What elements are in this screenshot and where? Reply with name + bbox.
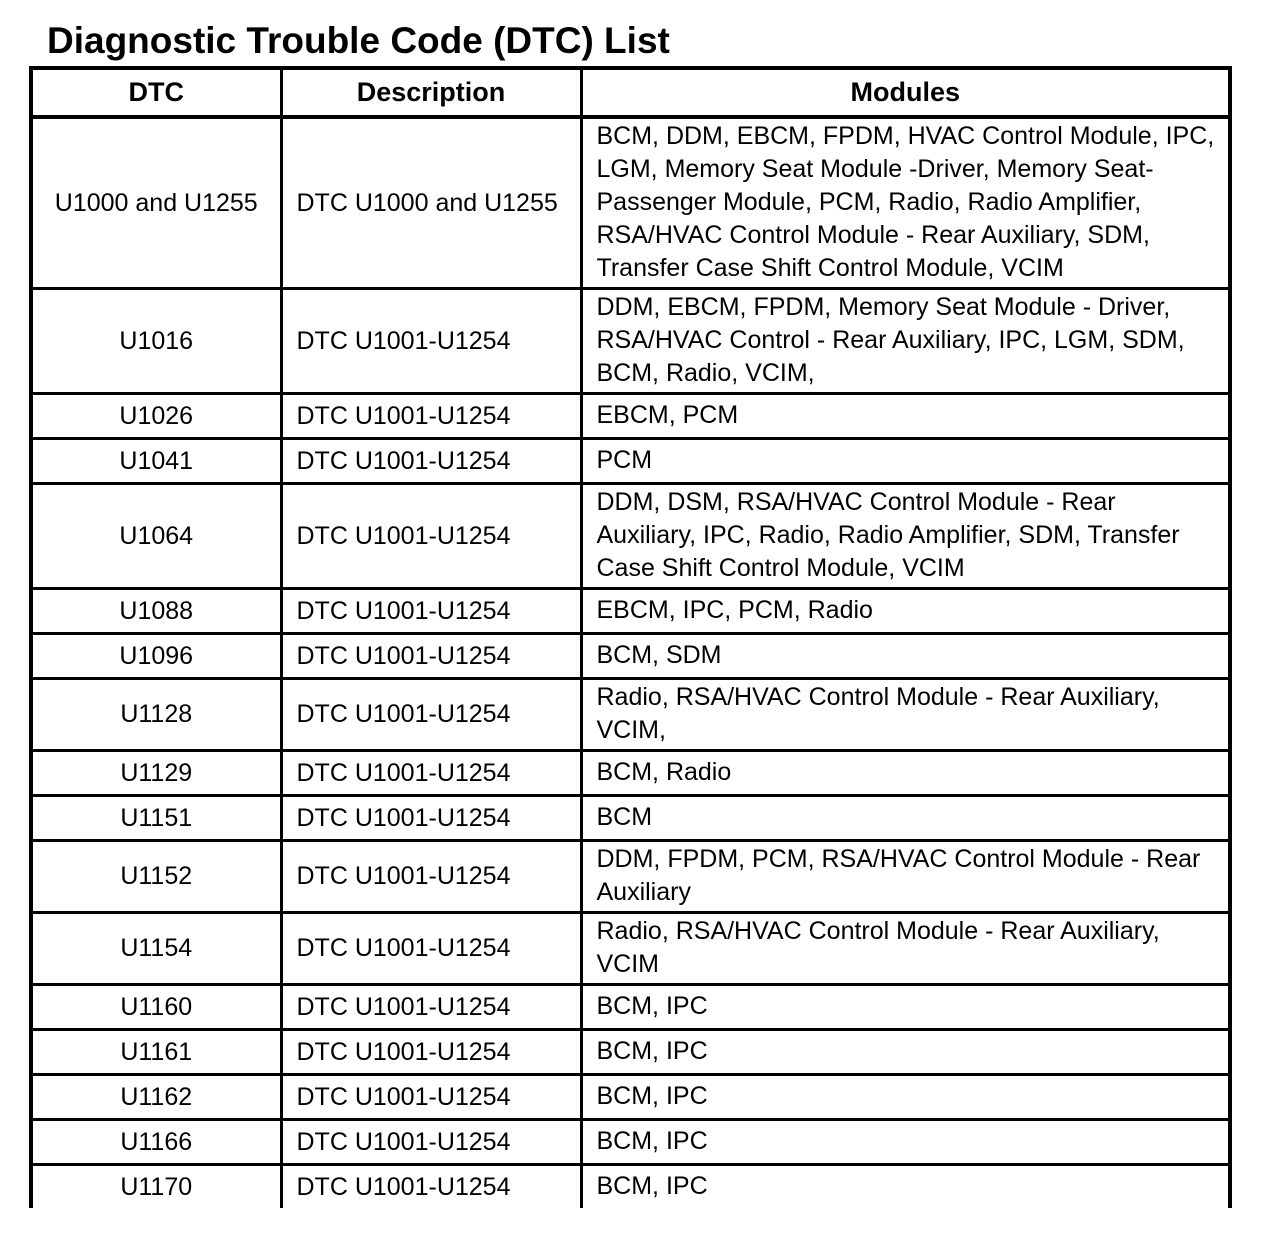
description-cell: DTC U1001-U1254 (281, 841, 581, 913)
modules-cell: DDM, EBCM, FPDM, Memory Seat Module - Driver, RSA/HVAC Control - Rear Auxiliary, IPC, LGM, SDM, BCM, Radio, VCIM, (581, 289, 1230, 394)
dtc-cell: U1166 (31, 1120, 281, 1165)
table-row (31, 1030, 1230, 1075)
description-cell: DTC U1001-U1254 (281, 439, 581, 484)
dtc-cell: U1162 (31, 1075, 281, 1120)
description-cell: DTC U1000 and U1255 (281, 117, 581, 289)
modules-cell: DDM, DSM, RSA/HVAC Control Module - Rear Auxiliary, IPC, Radio, Radio Amplifier, SDM, Transfer Case Shift Control Module, VCIM (581, 484, 1230, 589)
table-row (31, 439, 1230, 484)
modules-cell: BCM, IPC (581, 1030, 1230, 1075)
modules-cell: BCM, IPC (581, 985, 1230, 1030)
table-row (31, 1075, 1230, 1120)
dtc-cell: U1128 (31, 679, 281, 751)
table-row (31, 589, 1230, 634)
table-header-row (31, 68, 1230, 117)
table-row (31, 796, 1230, 841)
dtc-cell: U1016 (31, 289, 281, 394)
dtc-cell: U1170 (31, 1165, 281, 1209)
dtc-cell: U1161 (31, 1030, 281, 1075)
table-row (31, 913, 1230, 985)
dtc-cell: U1129 (31, 751, 281, 796)
description-cell: DTC U1001-U1254 (281, 1030, 581, 1075)
modules-cell: EBCM, PCM (581, 394, 1230, 439)
dtc-cell: U1026 (31, 394, 281, 439)
modules-cell: EBCM, IPC, PCM, Radio (581, 589, 1230, 634)
dtc-cell: U1000 and U1255 (31, 117, 281, 289)
modules-cell: DDM, FPDM, PCM, RSA/HVAC Control Module - Rear Auxiliary (581, 841, 1230, 913)
description-cell: DTC U1001-U1254 (281, 985, 581, 1030)
modules-cell: BCM, IPC (581, 1075, 1230, 1120)
description-cell: DTC U1001-U1254 (281, 634, 581, 679)
dtc-cell: U1160 (31, 985, 281, 1030)
description-cell: DTC U1001-U1254 (281, 394, 581, 439)
description-cell: DTC U1001-U1254 (281, 289, 581, 394)
modules-cell: Radio, RSA/HVAC Control Module - Rear Auxiliary, VCIM, (581, 679, 1230, 751)
column-header-description: Description (281, 68, 581, 117)
dtc-cell: U1096 (31, 634, 281, 679)
column-header-dtc: DTC (31, 68, 281, 117)
description-cell: DTC U1001-U1254 (281, 1120, 581, 1165)
description-cell: DTC U1001-U1254 (281, 913, 581, 985)
dtc-cell: U1088 (31, 589, 281, 634)
dtc-cell: U1154 (31, 913, 281, 985)
description-cell: DTC U1001-U1254 (281, 796, 581, 841)
description-cell: DTC U1001-U1254 (281, 589, 581, 634)
description-cell: DTC U1001-U1254 (281, 679, 581, 751)
dtc-cell: U1151 (31, 796, 281, 841)
modules-cell: BCM, SDM (581, 634, 1230, 679)
description-cell: DTC U1001-U1254 (281, 1075, 581, 1120)
table-row (31, 679, 1230, 751)
description-cell: DTC U1001-U1254 (281, 1165, 581, 1209)
modules-cell: PCM (581, 439, 1230, 484)
modules-cell: BCM, IPC (581, 1165, 1230, 1209)
table-row (31, 751, 1230, 796)
modules-cell: BCM (581, 796, 1230, 841)
page-title: Diagnostic Trouble Code (DTC) List (47, 20, 670, 61)
dtc-cell: U1041 (31, 439, 281, 484)
table-row (31, 985, 1230, 1030)
dtc-cell: U1152 (31, 841, 281, 913)
table-row (31, 841, 1230, 913)
table-row (31, 1165, 1230, 1209)
table-row (31, 289, 1230, 394)
dtc-cell: U1064 (31, 484, 281, 589)
modules-cell: BCM, DDM, EBCM, FPDM, HVAC Control Module, IPC, LGM, Memory Seat Module -Driver, Memory Seat-Passenger Module, PCM, Radio, Radio Amplifier, RSA/HVAC Control Module - Rear Auxiliary, SDM, Transfer Case Shift Control Module, VCIM (581, 117, 1230, 289)
table-row (31, 117, 1230, 289)
modules-cell: BCM, Radio (581, 751, 1230, 796)
table-row (31, 394, 1230, 439)
column-header-modules: Modules (581, 68, 1230, 117)
description-cell: DTC U1001-U1254 (281, 751, 581, 796)
modules-cell: Radio, RSA/HVAC Control Module - Rear Auxiliary, VCIM (581, 913, 1230, 985)
dtc-table (29, 66, 1232, 1208)
description-cell: DTC U1001-U1254 (281, 484, 581, 589)
table-row (31, 634, 1230, 679)
table-row (31, 1120, 1230, 1165)
table-row (31, 484, 1230, 589)
modules-cell: BCM, IPC (581, 1120, 1230, 1165)
